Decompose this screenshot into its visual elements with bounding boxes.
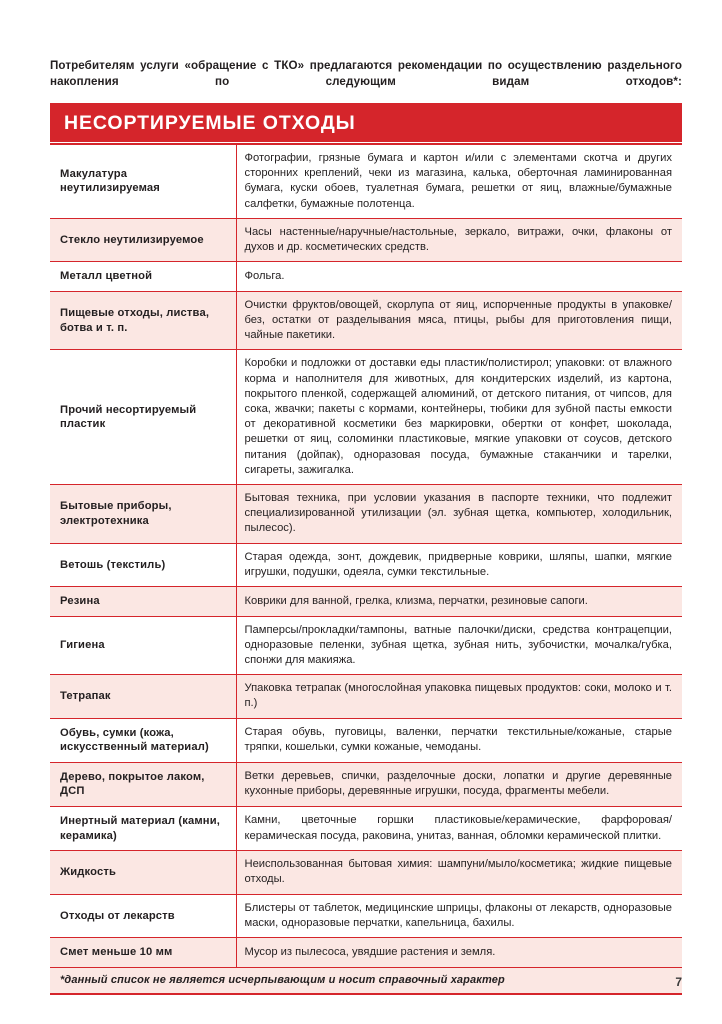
table-row <box>50 807 682 851</box>
section-banner <box>50 103 682 142</box>
table-row <box>50 262 682 292</box>
table-row <box>50 485 682 544</box>
waste-category-name: Макулатура неутилизируемая <box>50 144 236 218</box>
waste-category-name: Резина <box>50 587 236 617</box>
waste-category-description: Часы настенные/наручные/настольные, зеркало, витражи, очки, флаконы от духов и др. косметических средств. <box>236 218 682 261</box>
table-row <box>50 543 682 586</box>
table-footnote: *данный список не является исчерпывающим и носит справочный характер <box>50 967 682 994</box>
waste-category-name: Ветошь (текстиль) <box>50 543 236 586</box>
waste-category-name: Жидкость <box>50 851 236 894</box>
footnote-row <box>50 967 682 994</box>
waste-category-description: Старая одежда, зонт, дождевик, придверные коврики, шляпы, шапки, мягкие игрушки, подушки, одеяла, сумки текстильные. <box>236 543 682 586</box>
table-row <box>50 762 682 806</box>
banner-title: НЕСОРТИРУЕМЫЕ ОТХОДЫ <box>64 112 356 134</box>
waste-category-description: Фотографии, грязные бумага и картон и/или с элементами скотча и других сторонних креплений, чеки из магазина, калька, оберточная ламинированная бумага, куски обоев, туалетная бумага, решетки от яиц, влажные/бумажные салфетки, бумажные полотенца. <box>236 144 682 218</box>
waste-category-description: Коврики для ванной, грелка, клизма, перчатки, резиновые сапоги. <box>236 587 682 617</box>
waste-category-description: Камни, цветочные горшки пластиковые/керамические, фарфоровая/керамическая посуда, раковина, унитаз, ванная, обломки керамической плитки. <box>236 807 682 851</box>
waste-category-description: Очистки фруктов/овощей, скорлупа от яиц, испорченные продукты в упаковке/без, остатки от разделывания мяса, птицы, рыбы для приготовления пищи, чайные пакетики. <box>236 291 682 350</box>
table-row <box>50 218 682 261</box>
waste-category-description: Памперсы/прокладки/тампоны, ватные палочки/диски, средства контрацепции, одноразовые пеленки, зубная щетка, зубная нить, зубочистки, мочалка/губка, спонжи для макияжа. <box>236 616 682 675</box>
page-number: 7 <box>675 975 682 989</box>
waste-category-description: Старая обувь, пуговицы, валенки, перчатки текстильные/кожаные, старые тряпки, кошельки, сумки кожаные, чемоданы. <box>236 718 682 762</box>
waste-category-name: Прочий несортируемый пластик <box>50 350 236 485</box>
table-row <box>50 894 682 937</box>
waste-category-name: Обувь, сумки (кожа, искусственный материал) <box>50 718 236 762</box>
intro-paragraph: Потребителям услуги «обращение с ТКО» предлагаются рекомендации по осуществлению раздельного накопления по следующим видам отходов*: <box>50 58 682 89</box>
waste-category-description: Бытовая техника, при условии указания в паспорте техники, что подлежит специализированной утилизации (эл. зубная щетка, компьютер, холодильник, пылесос). <box>236 485 682 544</box>
waste-category-name: Инертный материал (камни, керамика) <box>50 807 236 851</box>
waste-category-description: Ветки деревьев, спички, разделочные доски, лопатки и другие деревянные кухонные приборы, деревянные игрушки, посуда, фрагменты мебели. <box>236 762 682 806</box>
table-row <box>50 851 682 894</box>
waste-category-description: Блистеры от таблеток, медицинские шприцы, флаконы от лекарств, одноразовые маски, одноразовые перчатки, капельница, бахилы. <box>236 894 682 937</box>
waste-category-name: Стекло неутилизируемое <box>50 218 236 261</box>
table-row <box>50 587 682 617</box>
waste-category-description: Фольга. <box>236 262 682 292</box>
waste-category-name: Бытовые приборы, электротехника <box>50 485 236 544</box>
table-row <box>50 350 682 485</box>
waste-category-description: Мусор из пылесоса, увядшие растения и земля. <box>236 938 682 968</box>
table-row <box>50 675 682 718</box>
waste-table-body <box>50 144 682 994</box>
waste-category-description: Коробки и подложки от доставки еды пластик/полистирол; упаковки: от влажного корма и наполнителя для животных, для кондитерских изделий, из картона, покрытого пленкой, содержащей алюминий, от детского питания, от чипсов, для сока, жвачки; пакеты с кормами, контейнеры, тюбики для зубной пасты емкости от декоративной косметики без маркировки, обертки от конфет, шоколада, решетки от яиц, соломинки пластиковые, мягкие упаковки от соусов, детского питания (дойпак), одноразовая посуда, бумажные стаканчики и тарелки, сигареты, зажигалка. <box>236 350 682 485</box>
waste-category-name: Отходы от лекарств <box>50 894 236 937</box>
waste-categories-table <box>50 143 682 995</box>
waste-category-name: Дерево, покрытое лаком, ДСП <box>50 762 236 806</box>
waste-category-name: Тетрапак <box>50 675 236 718</box>
waste-category-description: Неиспользованная бытовая химия: шампуни/мыло/косметика; жидкие пищевые отходы. <box>236 851 682 894</box>
waste-category-description: Упаковка тетрапак (многослойная упаковка пищевых продуктов: соки, молоко и т. п.) <box>236 675 682 718</box>
table-row <box>50 616 682 675</box>
waste-category-name: Смет меньше 10 мм <box>50 938 236 968</box>
waste-category-name: Пищевые отходы, листва, ботва и т. п. <box>50 291 236 350</box>
table-row <box>50 144 682 218</box>
table-row <box>50 718 682 762</box>
table-row <box>50 938 682 968</box>
waste-category-name: Металл цветной <box>50 262 236 292</box>
waste-category-name: Гигиена <box>50 616 236 675</box>
table-row <box>50 291 682 350</box>
